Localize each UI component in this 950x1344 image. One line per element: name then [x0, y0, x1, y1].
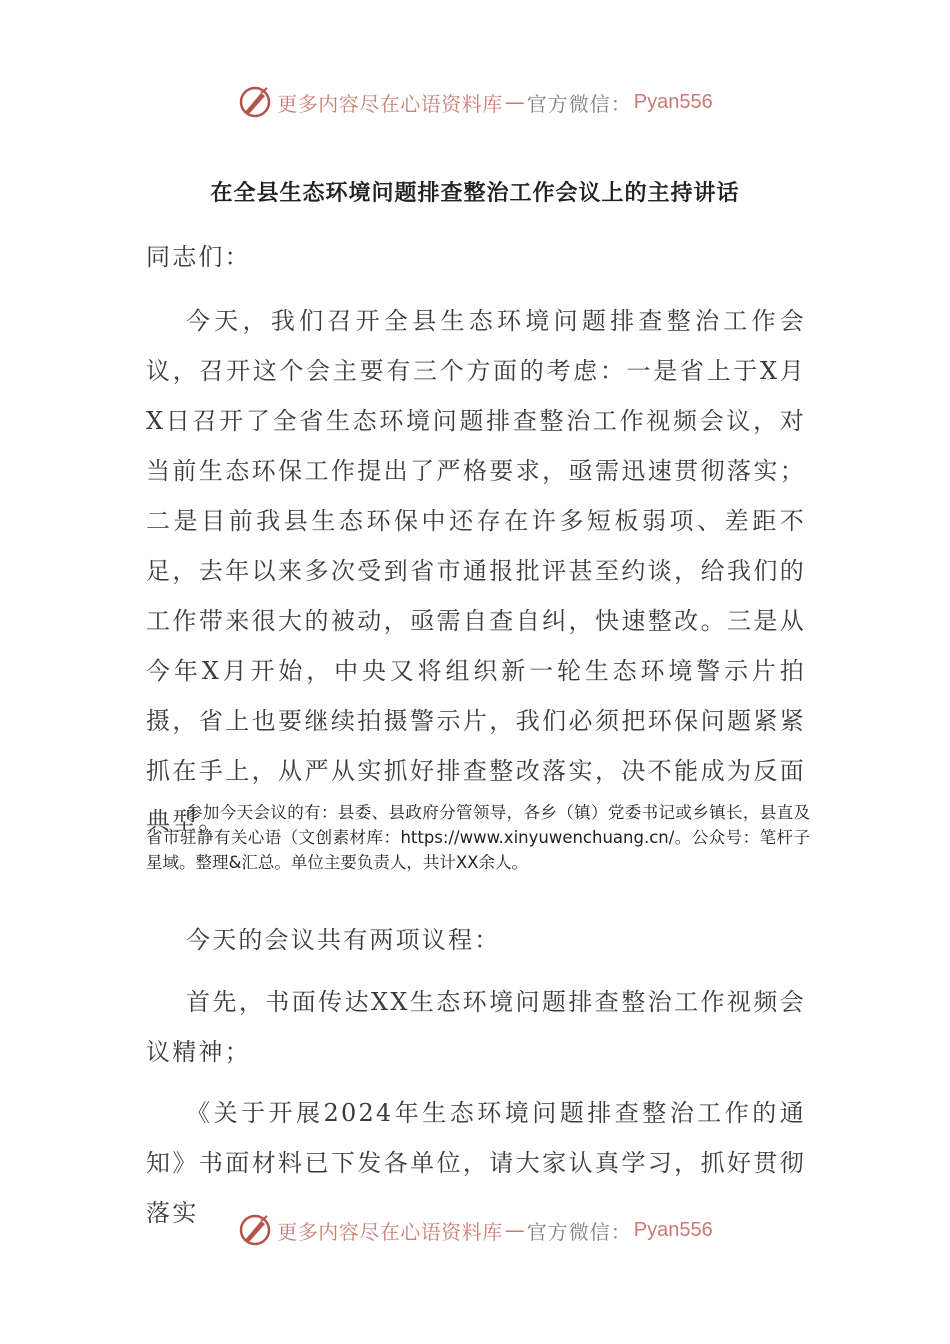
watermark-wechat-label: 官方微信：: [526, 91, 632, 116]
watermark-wechat-id: Pyan556: [633, 90, 713, 113]
notice-paragraph: 《关于开展2024年生态环境问题排查整治工作的通知》书面材料已下发各单位，请大家认真学习，抓好贯彻落实: [146, 1099, 806, 1227]
pen-nib-circle-icon: [237, 1212, 273, 1248]
agenda-first-item: 首先，书面传达XX生态环境问题排查整治工作视频会议精神；: [146, 988, 806, 1066]
footer-watermark: [0, 1210, 950, 1250]
attendees-paragraph: 参加今天会议的有：县委、县政府分管领导，各乡（镇）党委书记或乡镇长，县直及省市驻静有关心语（文创素材库：https://www.xinyuwenchuang.cn/。公众号：笔杆子星域。整理&汇总。单位主要负责人，共计XX余人。: [146, 803, 810, 872]
salutation: 同志们：: [146, 243, 251, 271]
document-title: 在全县生态环境问题排查整治工作会议上的主持讲话: [210, 181, 740, 206]
watermark-dash: —: [504, 1218, 525, 1242]
pen-nib-circle-icon: [237, 84, 273, 120]
paragraph-intro: 今天，我们召开全县生态环境问题排查整治工作会议，召开这个会主要有三个方面的考虑：一是省上于X月X日召开了全省生态环境问题排查整治工作视频会议，对当前生态环保工作提出了严格要求，亟需迅速贯彻落实；二是目前我县生态环保中还存在许多短板弱项、差距不足，去年以来多次受到省市通报批评甚至约谈，给我们的工作带来很大的被动，亟需自查自纠，快速整改。三是从今年X月开始，中央又将组织新一轮生态环境警示片拍摄，省上也要继续拍摄警示片，我们必须把环保问题紧紧抓在手上，从严从实抓好排查整改落实，决不能成为反面典型。: [146, 307, 806, 835]
agenda-intro: 今天的会议共有两项议程：: [186, 926, 501, 954]
header-watermark: [0, 82, 950, 122]
watermark-lead: 更多内容尽在心语资料库: [277, 1219, 503, 1244]
watermark-wechat-id: Pyan556: [633, 1218, 713, 1241]
watermark-lead: 更多内容尽在心语资料库: [277, 91, 503, 116]
watermark-wechat-label: 官方微信：: [526, 1219, 632, 1244]
watermark-dash: —: [504, 90, 525, 114]
